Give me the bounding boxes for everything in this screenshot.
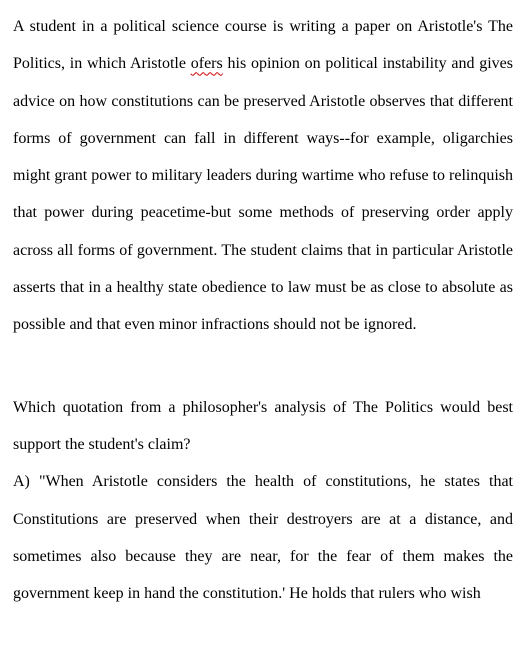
passage-text-part1: A student in a political science course is writing a paper on Aristotle's The Politics, in which Aristotle (13, 18, 513, 73)
option-a[interactable] (13, 463, 513, 612)
question-text: Which quotation from a philosopher's analysis of The Politics would best support the student's claim? (13, 398, 513, 453)
option-a-label: A) (13, 473, 30, 491)
misspelled-word: ofers (190, 55, 223, 73)
option-a-text: "When Aristotle considers the health of constitutions, he states that Constitutions are preserved when their destroyers are at a distance, and sometimes also because they are near, for the fear of them makes the government keep in hand the constitution.' He holds that rulers who wish (13, 473, 513, 603)
passage-text-part2: his opinion on political instability and gives advice on how constitutions can be preserved Aristotle observes that different forms of government can fall in different ways--for example, oligarchies might grant power to military leaders during wartime who refuse to relinquish that power during peacetime-but some methods of preserving order apply across all forms of government. The student claims that in particular Aristotle asserts that in a healthy state obedience to law must be as close to absolute as possible and that even minor infractions should not be ignored. (13, 55, 513, 334)
passage-paragraph (13, 0, 513, 344)
document-body (13, 0, 513, 612)
paragraph-spacer (13, 344, 513, 389)
